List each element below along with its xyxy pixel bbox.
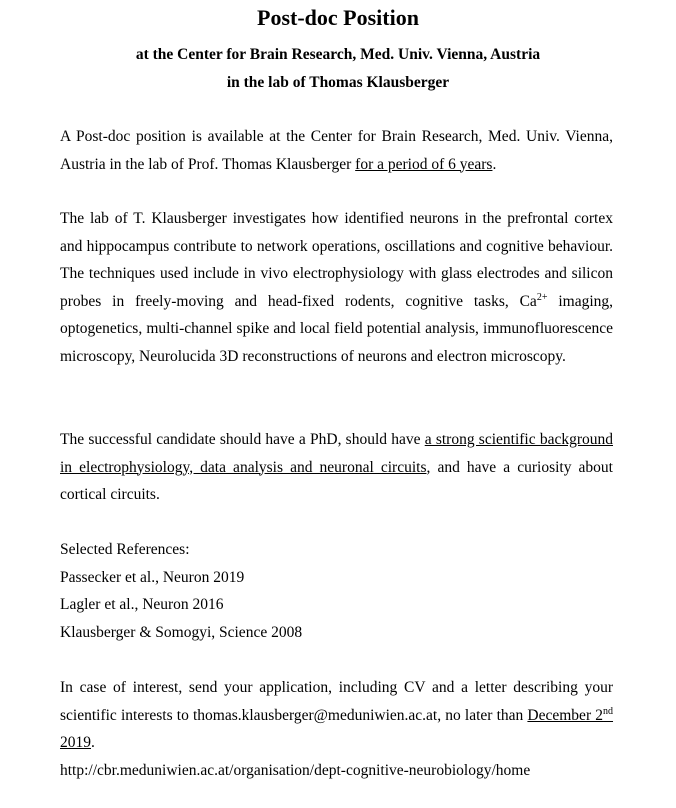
references-section xyxy=(60,536,613,646)
paragraph-application-end: . xyxy=(91,734,95,751)
reference-item: Klausberger & Somogyi, Science 2008 xyxy=(60,623,303,641)
paragraph-research xyxy=(60,205,613,370)
paragraph-position-text: A Post-doc position is available at the Center for Brain Research, Med. Univ. Vienna, Austria in the lab of Prof. Thomas Klausberger xyxy=(60,128,613,173)
calcium-superscript: 2+ xyxy=(536,291,548,303)
subtitle-lab: in the lab of Thomas Klausberger xyxy=(226,74,450,91)
reference-item: Lagler et al., Neuron 2016 xyxy=(60,596,224,613)
period-highlight: for a period of 6 years xyxy=(355,155,493,173)
paragraph-requirements-end: , and have a curiosity about cortical circuits. xyxy=(60,458,613,503)
paragraph-requirements xyxy=(60,426,613,509)
subtitle-institution: at the Center for Brain Research, Med. Univ. Vienna, Austria xyxy=(135,46,541,63)
paragraph-position xyxy=(60,123,613,178)
reference-item: Passecker et al., Neuron 2019 xyxy=(60,568,245,586)
requirements-highlight: a strong scientific background in electrophysiology, data analysis and neuronal circuits xyxy=(60,431,613,476)
page-title: Post-doc Position xyxy=(257,5,419,30)
deadline-year: 2019 xyxy=(60,734,91,751)
paragraph-application-text: In case of interest, send your application, including CV and a letter describing your scientific interests to thomas.klausberger@meduniwien.ac.at, no later than xyxy=(60,679,613,724)
references-heading: Selected References: xyxy=(60,541,190,558)
deadline-ordinal: nd xyxy=(603,705,614,717)
paragraph-research-text: The lab of T. Klausberger investigates how identified neurons in the prefrontal cortex and hippocampus contribute to network operations, oscillations and cognitive behaviour. The techniques used include in vivo electrophysiology with glass electrodes and silicon probes in freely-moving and head-fixed rodents, cognitive tasks, Ca xyxy=(60,210,613,310)
paragraph-research-text-end: imaging, optogenetics, multi-channel spike and local field potential analysis, immunofluorescence microscopy, Neurolucida 3D reconstructions of neurons and electron microscopy. xyxy=(60,292,613,365)
paragraph-position-end: . xyxy=(492,155,497,173)
deadline-day: December 2 xyxy=(527,706,604,724)
paragraph-requirements-text: The successful candidate should have a PhD, should have xyxy=(60,431,425,448)
department-url: http://cbr.meduniwien.ac.at/organisation/dept-cognitive-neurobiology/home xyxy=(60,762,531,779)
paragraph-application xyxy=(60,674,613,757)
